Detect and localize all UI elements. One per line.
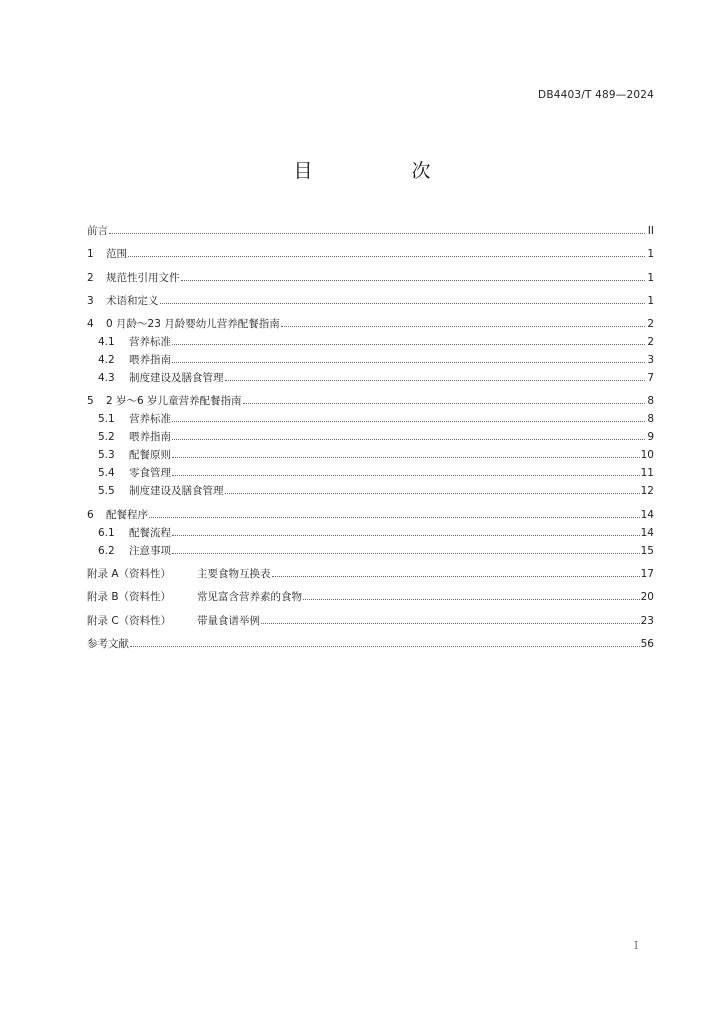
toc-entry-label: 喂养指南 — [129, 431, 171, 444]
toc-leader-dots — [272, 565, 640, 577]
toc-entry-label: 2 岁～6 岁儿童营养配餐指南 — [106, 395, 242, 408]
toc-entry-label: 带量食谱举例 — [197, 614, 260, 627]
toc-entry-label: 制度建设及膳食管理 — [129, 372, 224, 385]
document-code: DB4403/T 489—2024 — [538, 89, 654, 101]
toc-entry-page: 14 — [640, 526, 654, 539]
toc-entry-label: 配餐程序 — [106, 508, 148, 521]
toc-entry-number: 3 — [87, 294, 94, 307]
toc-entry[interactable] — [87, 292, 654, 310]
toc-entry-number: 6.2 — [98, 544, 115, 557]
toc-entry[interactable] — [87, 333, 654, 351]
toc-leader-dots — [303, 588, 640, 600]
toc-leader-dots — [109, 222, 645, 234]
toc-entry[interactable] — [87, 524, 654, 542]
toc-entry[interactable] — [87, 369, 654, 387]
toc-entry-label: 喂养指南 — [129, 354, 171, 367]
toc-annex-tag: 附录 A（资料性） — [87, 568, 172, 581]
toc-entry-label: 制度建设及膳食管理 — [129, 485, 224, 498]
toc-entry-page: 8 — [647, 413, 654, 426]
toc-entry-label: 术语和定义 — [106, 294, 159, 307]
toc-entry-page: 14 — [640, 508, 654, 521]
toc-entry[interactable] — [87, 446, 654, 464]
toc-entry-page: 17 — [640, 568, 654, 581]
toc-leader-dots — [160, 292, 646, 304]
toc-leader-dots — [172, 542, 640, 554]
toc-entry-page: II — [647, 225, 654, 237]
toc-entry-label: 营养标准 — [129, 336, 171, 349]
toc-entry-number: 5.4 — [98, 467, 115, 480]
toc-entry-label: 范围 — [106, 248, 127, 261]
toc-entry-number: 1 — [87, 248, 94, 261]
toc-entry-label: 注意事项 — [129, 544, 171, 557]
toc-entry-page: 15 — [640, 544, 654, 557]
toc-entry-label: 常见富含营养素的食物 — [197, 591, 302, 604]
page-title: 目 次 — [293, 160, 471, 182]
toc-leader-dots — [261, 612, 640, 624]
toc-entry-number: 5.5 — [98, 485, 115, 498]
toc-leader-dots — [243, 392, 645, 404]
toc-entry-number: 2 — [87, 271, 94, 284]
toc-entry-page: 1 — [647, 271, 654, 284]
toc-entry-number: 4.3 — [98, 372, 115, 385]
toc-entry[interactable] — [87, 482, 654, 500]
toc-entry-page: 10 — [640, 449, 654, 462]
toc-entry-number: 6 — [87, 508, 94, 521]
toc-entry[interactable] — [87, 464, 654, 482]
toc-leader-dots — [225, 369, 646, 381]
toc-entry[interactable] — [87, 269, 654, 287]
toc-entry-page: 1 — [647, 248, 654, 261]
toc-entry-page: 2 — [647, 318, 654, 331]
toc-entry[interactable] — [87, 635, 654, 653]
toc-leader-dots — [172, 333, 645, 345]
toc-leader-dots — [225, 482, 640, 494]
toc-entry-label: 配餐流程 — [129, 526, 171, 539]
toc-entry-label: 0 月龄～23 月龄婴幼儿营养配餐指南 — [106, 318, 280, 331]
toc-leader-dots — [172, 410, 645, 422]
toc-entry-page: 23 — [640, 614, 654, 627]
toc-entry-label: 参考文献 — [87, 637, 129, 650]
toc-leader-dots — [281, 315, 645, 327]
toc-entry-label: 零食管理 — [129, 467, 171, 480]
toc-entry[interactable] — [87, 410, 654, 428]
toc-entry-page: 2 — [647, 336, 654, 349]
toc-entry-page: 56 — [640, 637, 654, 650]
toc-entry-number: 5.2 — [98, 431, 115, 444]
toc-entry[interactable] — [87, 588, 654, 606]
toc-entry-number: 4 — [87, 318, 94, 331]
toc-entry[interactable] — [87, 612, 654, 630]
table-of-contents — [87, 222, 654, 653]
toc-entry-number: 5.3 — [98, 449, 115, 462]
toc-leader-dots — [181, 269, 646, 281]
toc-entry-page: 9 — [647, 431, 654, 444]
toc-entry[interactable] — [87, 245, 654, 263]
toc-entry-number: 4.2 — [98, 354, 115, 367]
toc-leader-dots — [172, 524, 640, 536]
toc-entry-number: 5 — [87, 395, 94, 408]
toc-entry-number: 4.1 — [98, 336, 115, 349]
toc-entry[interactable] — [87, 392, 654, 410]
toc-leader-dots — [172, 351, 645, 363]
toc-entry[interactable] — [87, 351, 654, 369]
toc-leader-dots — [130, 635, 640, 647]
toc-entry[interactable] — [87, 542, 654, 560]
toc-entry-number: 6.1 — [98, 526, 115, 539]
toc-entry-label: 前言 — [87, 225, 108, 237]
toc-entry-page: 11 — [640, 467, 654, 480]
toc-entry-page: 7 — [647, 372, 654, 385]
toc-entry-label: 主要食物互换表 — [197, 568, 271, 581]
toc-entry[interactable] — [87, 428, 654, 446]
toc-entry[interactable] — [87, 506, 654, 524]
toc-annex-tag: 附录 B（资料性） — [87, 591, 172, 604]
page-number: I — [634, 939, 639, 952]
toc-entry-number: 5.1 — [98, 413, 115, 426]
toc-entry-page: 12 — [640, 485, 654, 498]
toc-entry-label: 营养标准 — [129, 413, 171, 426]
toc-entry-page: 8 — [647, 395, 654, 408]
toc-leader-dots — [172, 464, 640, 476]
toc-leader-dots — [172, 446, 640, 458]
toc-leader-dots — [149, 506, 640, 518]
toc-entry-page: 1 — [647, 294, 654, 307]
toc-entry[interactable] — [87, 565, 654, 583]
toc-entry[interactable] — [87, 222, 654, 240]
toc-entry-page: 3 — [647, 354, 654, 367]
toc-entry-page: 20 — [640, 591, 654, 604]
toc-annex-tag: 附录 C（资料性） — [87, 614, 172, 627]
toc-entry-label: 规范性引用文件 — [106, 271, 180, 284]
toc-leader-dots — [172, 428, 645, 440]
toc-leader-dots — [128, 245, 645, 257]
toc-entry-label: 配餐原则 — [129, 449, 171, 462]
toc-entry[interactable] — [87, 315, 654, 333]
